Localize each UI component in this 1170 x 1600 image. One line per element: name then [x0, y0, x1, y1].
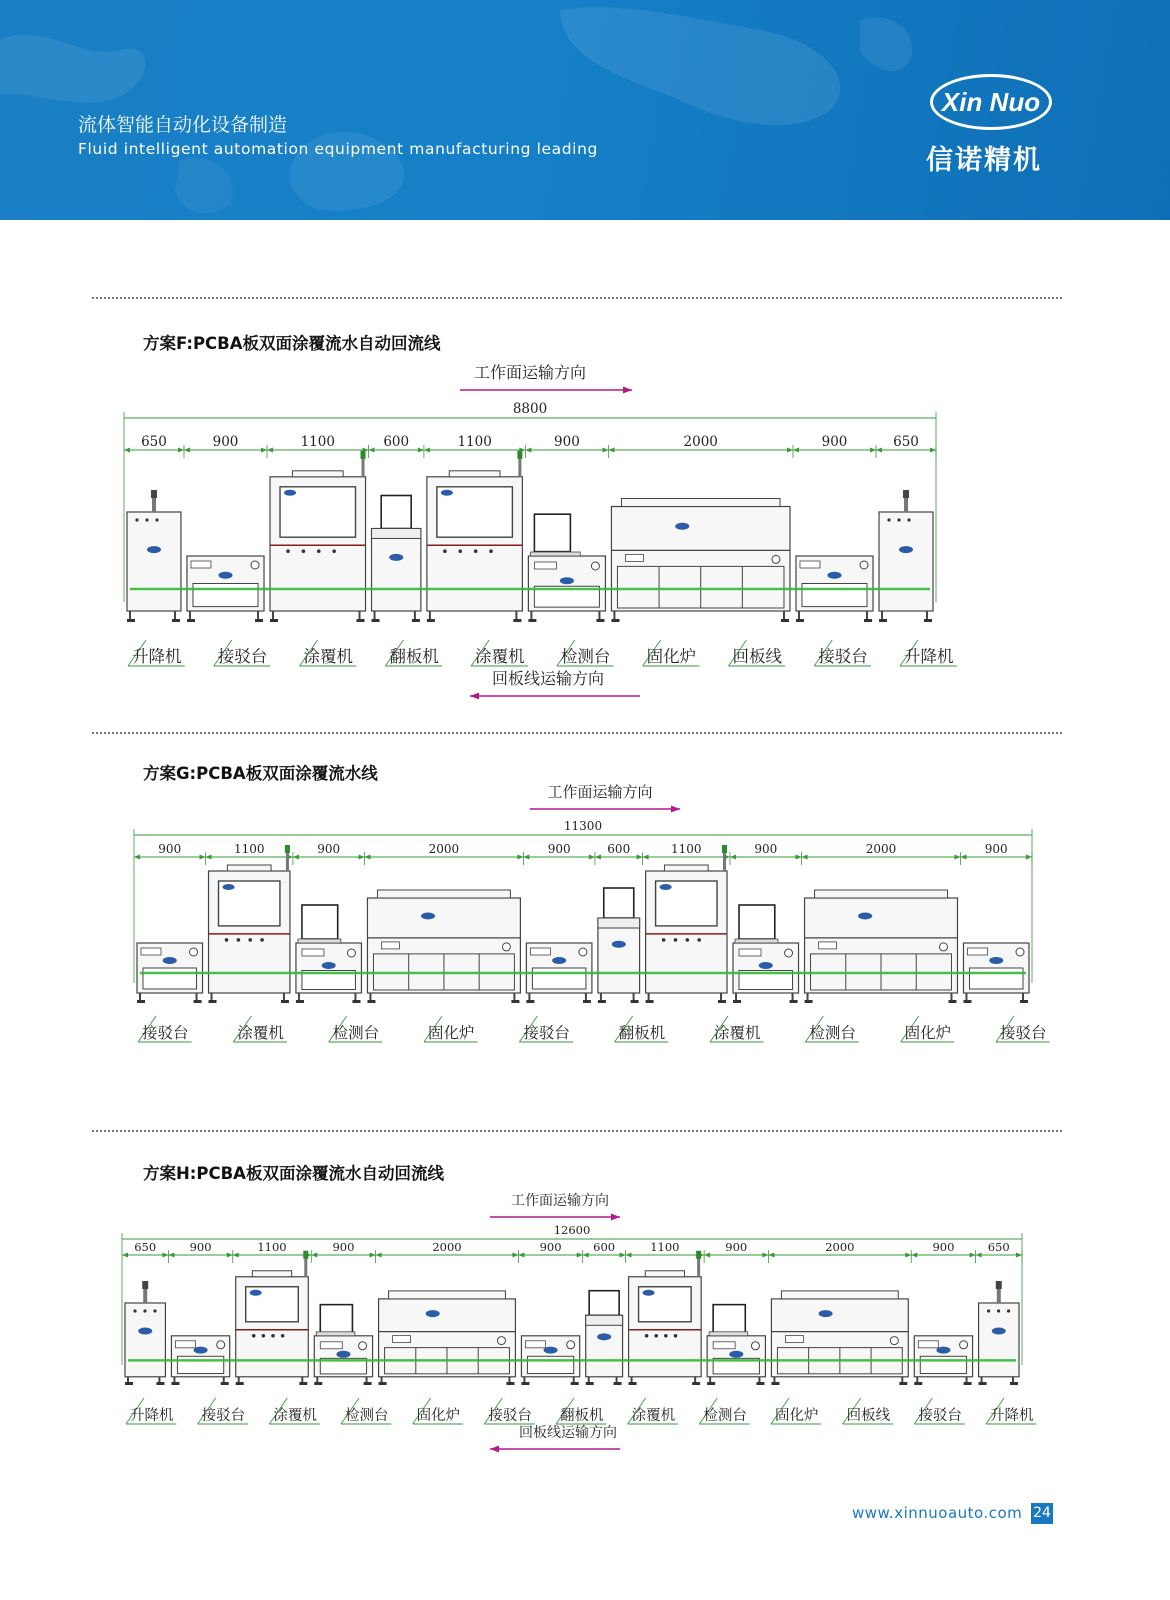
machine-lift-8 — [879, 490, 933, 622]
station-label-8: 接驳台 — [818, 647, 868, 666]
segment-length-4: 1100 — [457, 434, 492, 450]
segment-length-6: 600 — [593, 1240, 616, 1254]
segment-length-8: 900 — [725, 1240, 748, 1254]
station-label-3: 固化炉 — [428, 1024, 475, 1042]
station-label-11: 接驳台 — [918, 1408, 962, 1424]
station-label-8: 固化炉 — [904, 1024, 952, 1042]
section-divider — [92, 1130, 1062, 1132]
segment-length-1: 900 — [189, 1240, 212, 1254]
machine-insp-8 — [707, 1305, 765, 1385]
machine-insp-3 — [314, 1305, 372, 1385]
station-label-1: 涂覆机 — [237, 1024, 284, 1042]
station-label-9: 升降机 — [904, 647, 954, 666]
segment-length-5: 900 — [554, 434, 580, 450]
machine-lift-0 — [127, 490, 181, 622]
top-arrow-head — [623, 387, 632, 394]
station-label-6: 翻板机 — [560, 1408, 604, 1424]
station-label-2: 涂覆机 — [273, 1408, 317, 1424]
segment-length-1: 900 — [212, 434, 239, 450]
return-direction-label: 回板线运输方向 — [519, 1425, 617, 1441]
segment-length-3: 2000 — [428, 842, 460, 856]
segment-length-2: 1100 — [257, 1240, 287, 1254]
machine-insp-5 — [528, 514, 605, 622]
machine-coat-4 — [427, 451, 523, 622]
segment-length-4: 900 — [547, 842, 571, 856]
return-arrow-head — [470, 693, 479, 700]
machine-lift-0 — [125, 1281, 165, 1385]
segment-length-6: 1100 — [671, 842, 702, 856]
return-direction-label: 回板线运输方向 — [491, 669, 605, 688]
segment-length-7: 900 — [821, 434, 848, 450]
station-label-7: 检测台 — [809, 1024, 856, 1042]
xinnuo-logo: Xin Nuo — [930, 74, 1052, 130]
segment-length-3: 900 — [332, 1240, 355, 1254]
machine-coat-6 — [646, 845, 727, 1003]
top-direction-label: 工作面运输方向 — [547, 783, 653, 801]
top-arrow-head — [671, 806, 680, 813]
station-label-2: 检测台 — [332, 1024, 380, 1042]
station-label-0: 接驳台 — [142, 1024, 189, 1042]
segment-length-2: 900 — [317, 842, 341, 856]
station-label-6: 固化炉 — [646, 647, 697, 666]
segment-length-7: 1100 — [650, 1240, 680, 1254]
station-label-7: 回板线 — [732, 647, 782, 666]
scheme-h-title: 方案H:PCBA板双面涂覆流水自动回流线 — [143, 1164, 444, 1183]
machine-coat-2 — [270, 451, 366, 622]
segment-length-9: 2000 — [825, 1240, 855, 1254]
segment-length-10: 900 — [932, 1240, 955, 1254]
segment-length-1: 1100 — [233, 842, 265, 856]
segment-length-5: 900 — [539, 1240, 562, 1254]
scheme-f-layout-diagram — [0, 363, 1170, 715]
segment-length-8: 650 — [893, 434, 919, 450]
machine-lift-11 — [979, 1281, 1019, 1385]
top-arrow-head — [611, 1214, 620, 1221]
tagline-en: Fluid intelligent automation equipment manufacturing leading — [78, 140, 598, 158]
segment-length-3: 600 — [383, 434, 410, 450]
station-label-0: 升降机 — [130, 1408, 174, 1424]
section-divider — [92, 297, 1062, 299]
segment-length-0: 900 — [158, 842, 182, 856]
section-divider — [92, 732, 1062, 734]
station-label-7: 涂覆机 — [631, 1408, 676, 1424]
total-length-label: 8800 — [512, 401, 548, 417]
machine-flip-5 — [598, 888, 640, 1003]
machine-flip-3 — [372, 496, 421, 623]
scheme-g-layout-diagram — [0, 783, 1170, 1065]
station-label-2: 涂覆机 — [303, 647, 354, 666]
scheme-f-title: 方案F:PCBA板双面涂覆流水自动回流线 — [143, 334, 441, 353]
station-label-4: 固化炉 — [416, 1408, 461, 1424]
website-url[interactable]: www.xinnuoauto.com — [852, 1504, 1023, 1522]
machine-oven-6 — [611, 499, 790, 623]
tagline-cn: 流体智能自动化设备制造 — [78, 114, 288, 136]
return-arrow-head — [490, 1446, 499, 1453]
machine-insp-7 — [733, 905, 799, 1003]
segment-length-2: 1100 — [300, 434, 335, 450]
machine-coat-7 — [629, 1251, 702, 1385]
station-label-5: 翻板机 — [618, 1024, 666, 1042]
segment-length-7: 900 — [754, 842, 778, 856]
station-label-3: 检测台 — [345, 1408, 389, 1424]
machine-insp-2 — [296, 905, 362, 1003]
station-label-9: 固化炉 — [775, 1408, 819, 1424]
station-label-6: 涂覆机 — [714, 1024, 761, 1042]
scheme-g-title: 方案G:PCBA板双面涂覆流水线 — [143, 764, 378, 783]
segment-length-11: 650 — [987, 1240, 1010, 1254]
segment-length-0: 650 — [141, 434, 167, 450]
segment-length-4: 2000 — [432, 1240, 462, 1254]
header-banner — [0, 0, 1170, 220]
top-direction-label: 工作面运输方向 — [473, 363, 587, 382]
top-direction-label: 工作面运输方向 — [511, 1193, 609, 1209]
total-length-label: 12600 — [553, 1223, 591, 1237]
segment-length-5: 600 — [607, 842, 631, 856]
page-number: 24 — [1031, 1503, 1053, 1524]
machine-oven-8 — [805, 890, 958, 1003]
machine-coat-1 — [209, 845, 290, 1003]
station-label-12: 升降机 — [990, 1408, 1034, 1424]
station-label-3: 翻板机 — [389, 647, 439, 666]
segment-length-8: 2000 — [865, 842, 897, 856]
segment-length-0: 650 — [134, 1240, 157, 1254]
station-label-9: 接驳台 — [1000, 1024, 1047, 1042]
station-label-4: 涂覆机 — [475, 647, 525, 666]
machine-oven-3 — [367, 890, 520, 1003]
machine-flip-6 — [586, 1291, 623, 1385]
segment-length-9: 900 — [984, 842, 1008, 856]
station-label-0: 升降机 — [132, 647, 182, 666]
machine-coat-2 — [236, 1251, 309, 1385]
station-label-8: 检测台 — [703, 1408, 747, 1424]
station-label-1: 接驳台 — [201, 1408, 246, 1424]
machine-oven-9 — [771, 1291, 908, 1385]
segment-length-6: 2000 — [683, 434, 718, 450]
scheme-h-layout-diagram — [0, 1193, 1170, 1485]
brand-name-cn: 信诺精机 — [926, 145, 1042, 176]
station-label-5: 检测台 — [560, 647, 611, 666]
station-label-10: 回板线 — [846, 1408, 891, 1424]
station-label-5: 接驳台 — [488, 1408, 532, 1424]
machine-oven-4 — [379, 1291, 516, 1385]
station-label-4: 接驳台 — [523, 1024, 570, 1042]
total-length-label: 11300 — [563, 819, 603, 833]
station-label-1: 接驳台 — [217, 647, 268, 666]
